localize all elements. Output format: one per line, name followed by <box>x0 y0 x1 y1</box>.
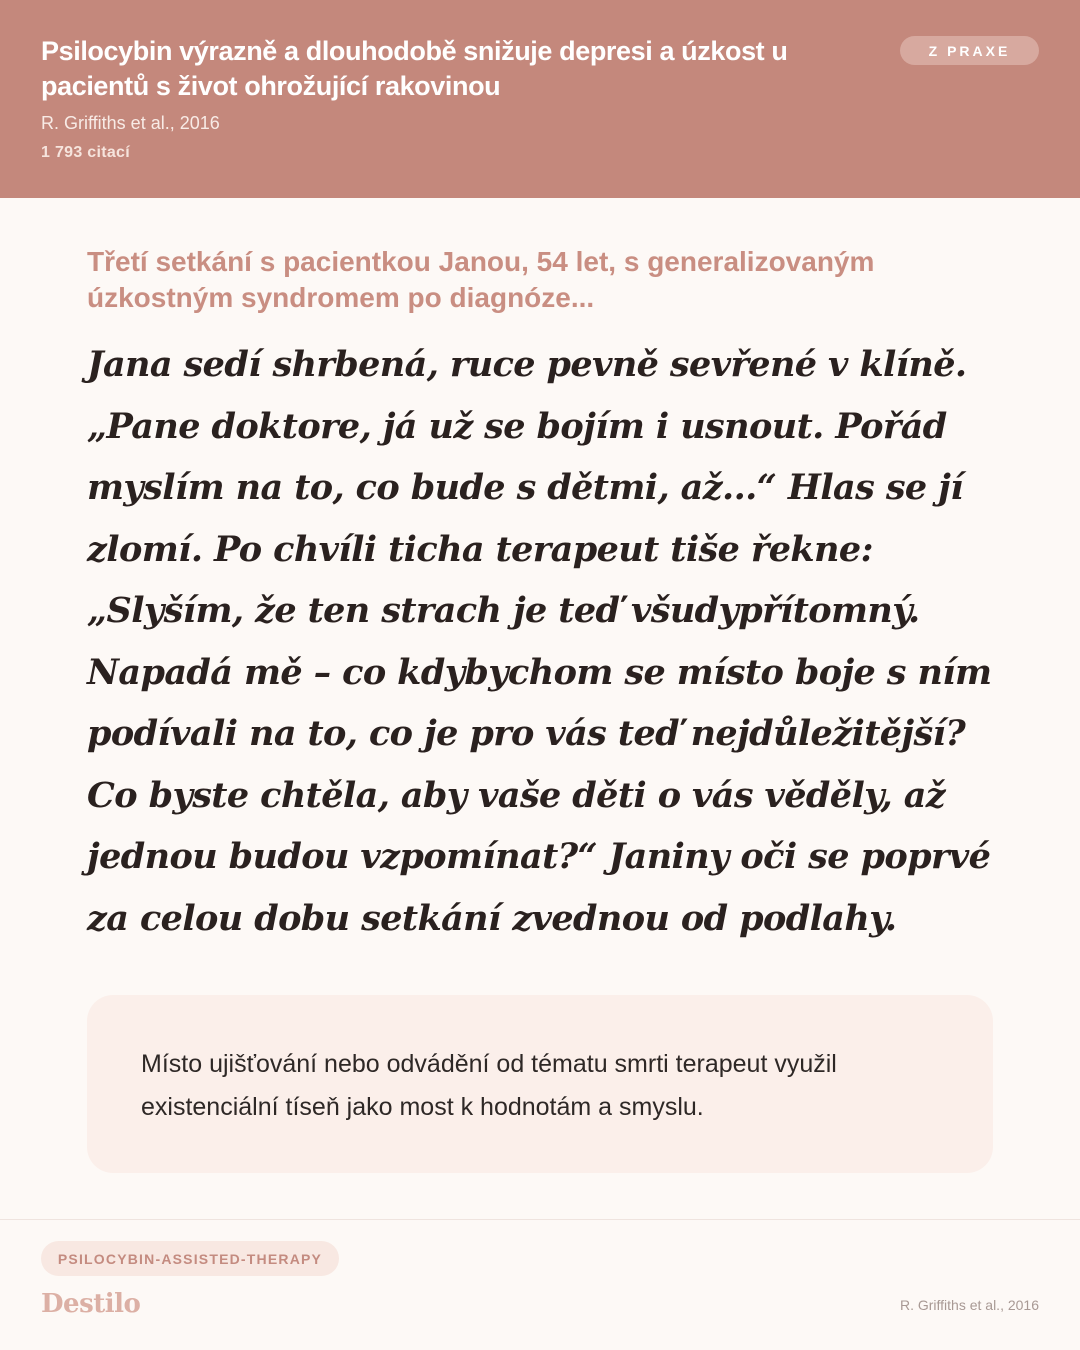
study-authors: R. Griffiths et al., 2016 <box>41 113 220 133</box>
citation-count: 1 793 citací <box>41 144 130 161</box>
topic-tag[interactable]: PSILOCYBIN-ASSISTED-THERAPY <box>41 1241 339 1276</box>
footer-source: R. Griffiths et al., 2016 <box>899 1297 1039 1313</box>
category-badge: Z PRAXE <box>900 36 1039 65</box>
insight-text: Místo ujišťování nebo odvádění od tématu smrti terapeut využil existenciální tíseň jako most k hodnotám a smyslu. <box>141 1050 837 1121</box>
story-lead: Třetí setkání s pacientkou Janou, 54 let, s generalizovaným úzkostným syndromem po diagnóze... <box>87 246 875 313</box>
footer-divider <box>0 1219 1080 1220</box>
insight-box <box>87 995 993 1173</box>
header-banner <box>0 0 1080 198</box>
story-quote: Jana sedí shrbená, ruce pevně sevřené v klíně. „Pane doktore, já už se bojím i usnout. Pořád myslím na to, co bude s dětmi, až...“ Hlas se jí zlomí. Po chvíli ticha terapeut tiše řekne: „Slyším, že ten strach je teď všudypřítomný. Napadá mě – co kdybychom se místo boje s ním podívali na to, co je pro vás teď nejdůležitější? Co byste chtěla, aby vaše děti o vás věděly, až jednou budou vzpomínat?“ Janiny oči se poprvé za celou dobu setkání zvednou od podlahy. <box>87 344 992 939</box>
brand-logo: Destilo <box>41 1289 141 1319</box>
study-title: Psilocybin výrazně a dlouhodobě snižuje depresi a úzkost u pacientů s život ohrožující rakovinou <box>41 36 788 101</box>
